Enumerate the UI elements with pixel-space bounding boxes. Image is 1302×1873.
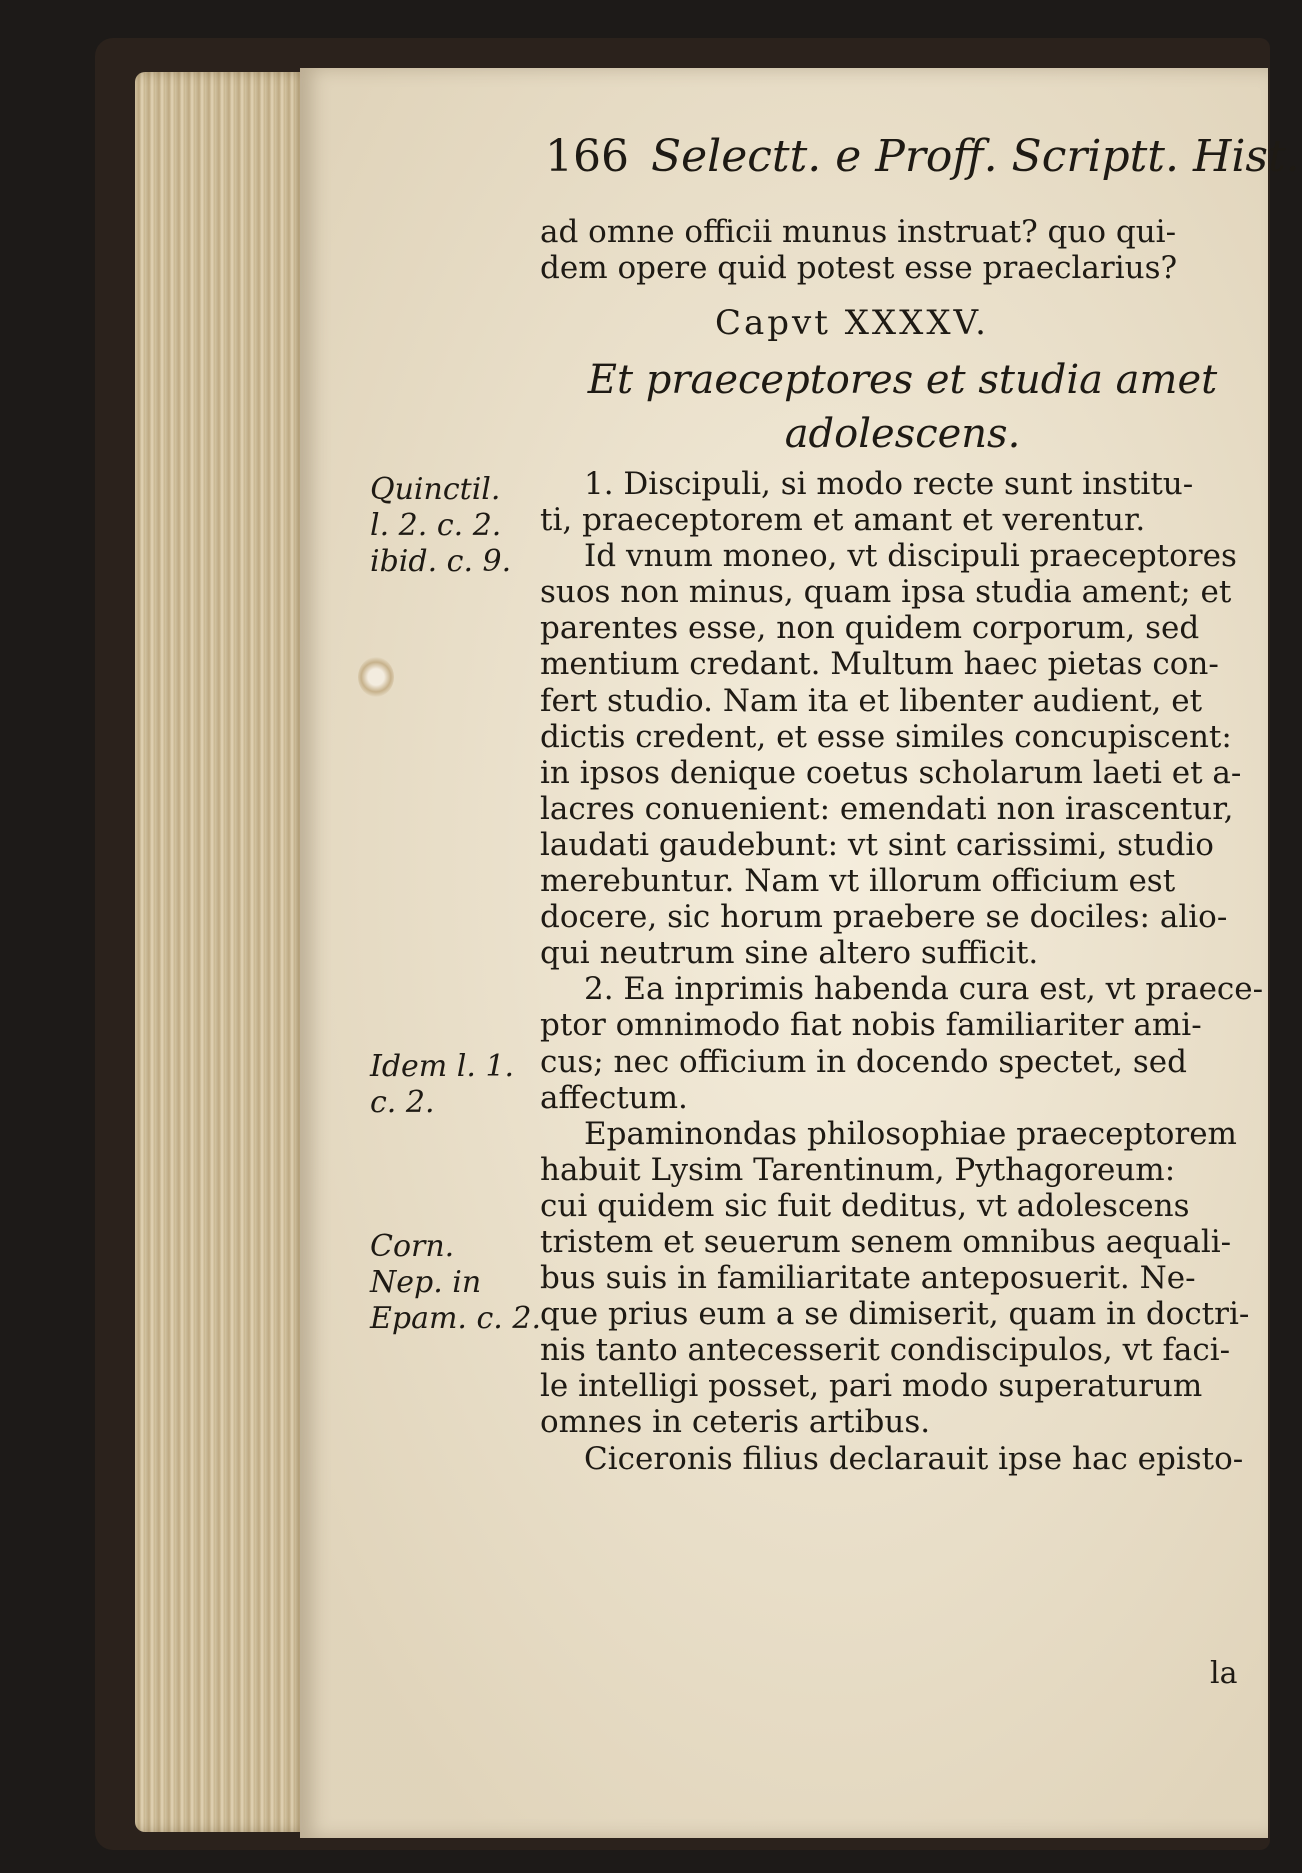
text-line: fert studio. Nam ita et libenter audient, et [540,682,1203,719]
text-line: docere, sic horum praebere se dociles: alio- [540,899,1228,936]
catchword: la [1210,1656,1238,1691]
text-line: Ciceronis filius declarauit ipse hac episto- [584,1440,1244,1477]
text-line: ad omne officii munus instruat? quo qui- [540,214,1177,250]
text-line: omnes in ceteris artibus. [540,1404,931,1441]
text-line: affectum. [540,1079,688,1116]
text-line: parentes esse, non quidem corporum, sed [540,610,1200,647]
chapter-title-line: Et praeceptores et studia amet [587,357,1218,403]
text-line: qui neutrum sine altero sufficit. [540,935,1039,972]
margin-note: ibid. c. 9. [370,544,512,579]
text-line: cus; nec officium in docendo spectet, sed [540,1043,1187,1080]
margin-note: Nep. in [370,1265,482,1300]
margin-note: Quinctil. [370,472,501,507]
text-line: 1. Discipuli, si modo recte sunt institu- [584,466,1194,502]
text-line: merebuntur. Nam vt illorum officium est [540,863,1176,900]
paper-stain [358,657,394,697]
text-line: tristem et seuerum senem omnibus aequali- [540,1223,1232,1260]
text-line: suos non minus, quam ipsa studia ament; et [540,574,1232,611]
text-line: que prius eum a se dimiserit, quam in doctri- [540,1296,1250,1333]
page-edges [135,72,310,1832]
text-line: Epaminondas philosophiae praeceptorem [584,1115,1237,1152]
main-text [540,466,1263,1477]
text-line: lacres conuenient: emendati non irascentur, [540,790,1234,827]
text-line: Id vnum moneo, vt discipuli praeceptores [584,538,1237,575]
text-line: habuit Lysim Tarentinum, Pythagoreum: [540,1151,1176,1188]
text-line: ti, praeceptorem et amant et verentur. [540,502,1146,539]
margin-note: Epam. c. 2. [370,1301,542,1336]
chapter-title-line: adolescens. [784,411,1021,457]
text-line: nis tanto antecesserit condiscipulos, vt faci- [540,1332,1231,1369]
text-line: ptor omnimodo fiat nobis familiariter ami- [540,1007,1202,1044]
text-line: in ipsos denique coetus scholarum laeti et a- [540,754,1242,791]
text-line: 2. Ea inprimis habenda cura est, vt praece- [584,971,1264,1008]
margin-note: c. 2. [370,1085,435,1120]
chapter-title [540,355,1265,459]
chapter-heading: Capvt XXXXV. [715,303,989,343]
margin-note: l. 2. c. 2. [370,508,502,543]
text-line: le intelligi posset, pari modo superaturum [540,1368,1203,1405]
text-line: bus suis in familiaritate anteposuerit. Ne- [540,1260,1196,1297]
text-line: cui quidem sic fuit deditus, vt adolescens [540,1187,1190,1224]
margin-note: Idem l. 1. [370,1049,515,1084]
text-line: dem opere quid potest esse praeclarius? [540,250,1178,287]
running-header [545,132,1300,182]
page-number: 166 [545,131,629,182]
text-line: laudati gaudebunt: vt sint carissimi, studio [540,826,1214,863]
intro-text [540,214,1177,286]
margin-note: Corn. [370,1229,455,1264]
running-title: Selectt. e Proff. Scriptt. Hist. [650,131,1300,182]
text-line: mentium credant. Multum haec pietas con- [540,646,1219,683]
text-line: dictis credent, et esse similes concupiscent: [540,718,1232,755]
